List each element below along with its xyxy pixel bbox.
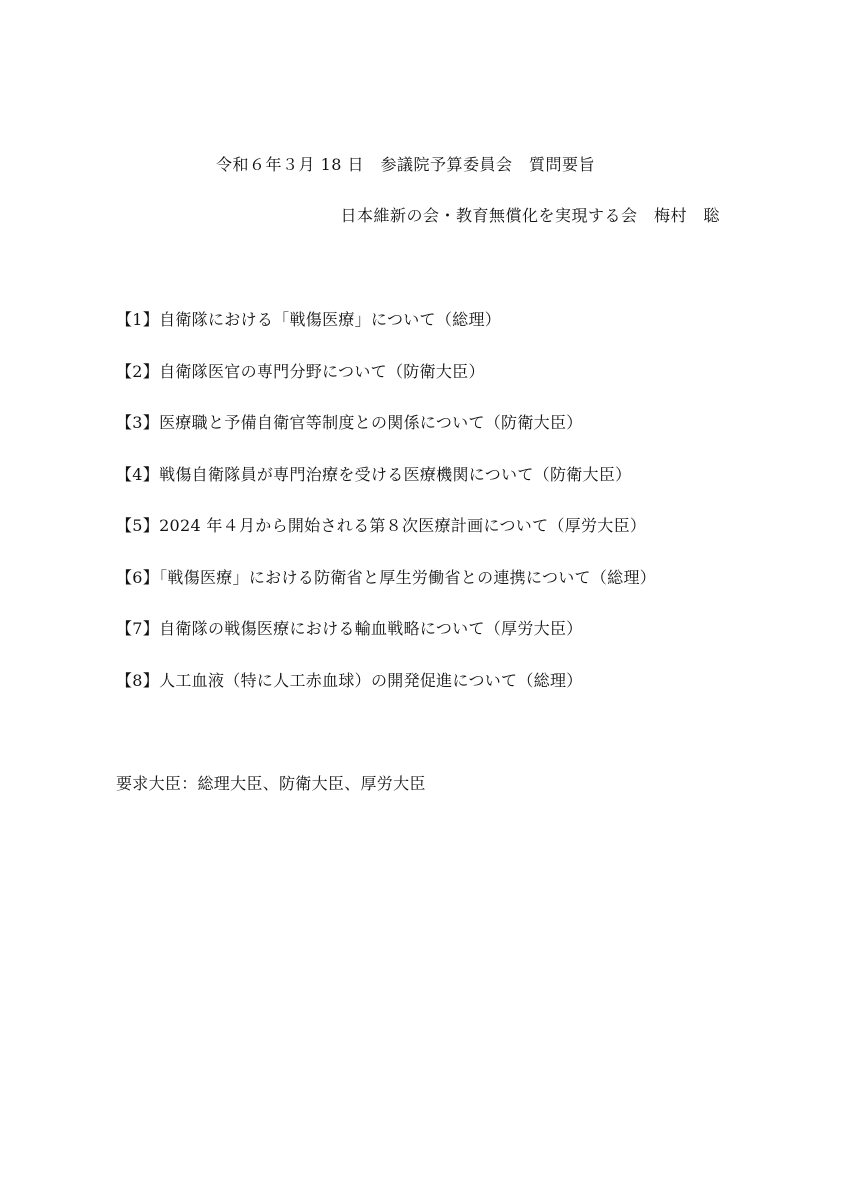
required-ministers: 要求大臣：総理大臣、防衛大臣、厚労大臣: [116, 774, 426, 793]
question-item-2: 【2】自衛隊医官の専門分野について（防衛大臣）: [116, 361, 485, 381]
question-item-3: 【3】医療職と予備自衛官等制度との関係について（防衛大臣）: [116, 413, 583, 432]
document-header: 令和６年３月 18 日 参議院予算委員会 質問要旨: [216, 155, 596, 174]
question-item-6: 【6】「戦傷医療」における防衛省と厚生労働省との連携について（総理）: [116, 567, 657, 587]
question-item-8: 【8】人工血液（特に人工赤血球）の開発促進について（総理）: [116, 670, 583, 690]
question-item-1: 【1】自衛隊における「戦傷医療」について（総理）: [116, 310, 502, 329]
question-item-5: 【5】2024 年４月から開始される第８次医療計画について（厚労大臣）: [116, 516, 647, 535]
question-list: [116, 308, 656, 720]
question-item-4: 【4】戦傷自衛隊員が専門治療を受ける医療機関について（防衛大臣）: [116, 464, 632, 484]
document-author: 日本維新の会・教育無償化を実現する会 梅村 聡: [340, 206, 720, 225]
question-item-7: 【7】自衛隊の戦傷医療における輸血戦略について（厚労大臣）: [116, 619, 583, 638]
